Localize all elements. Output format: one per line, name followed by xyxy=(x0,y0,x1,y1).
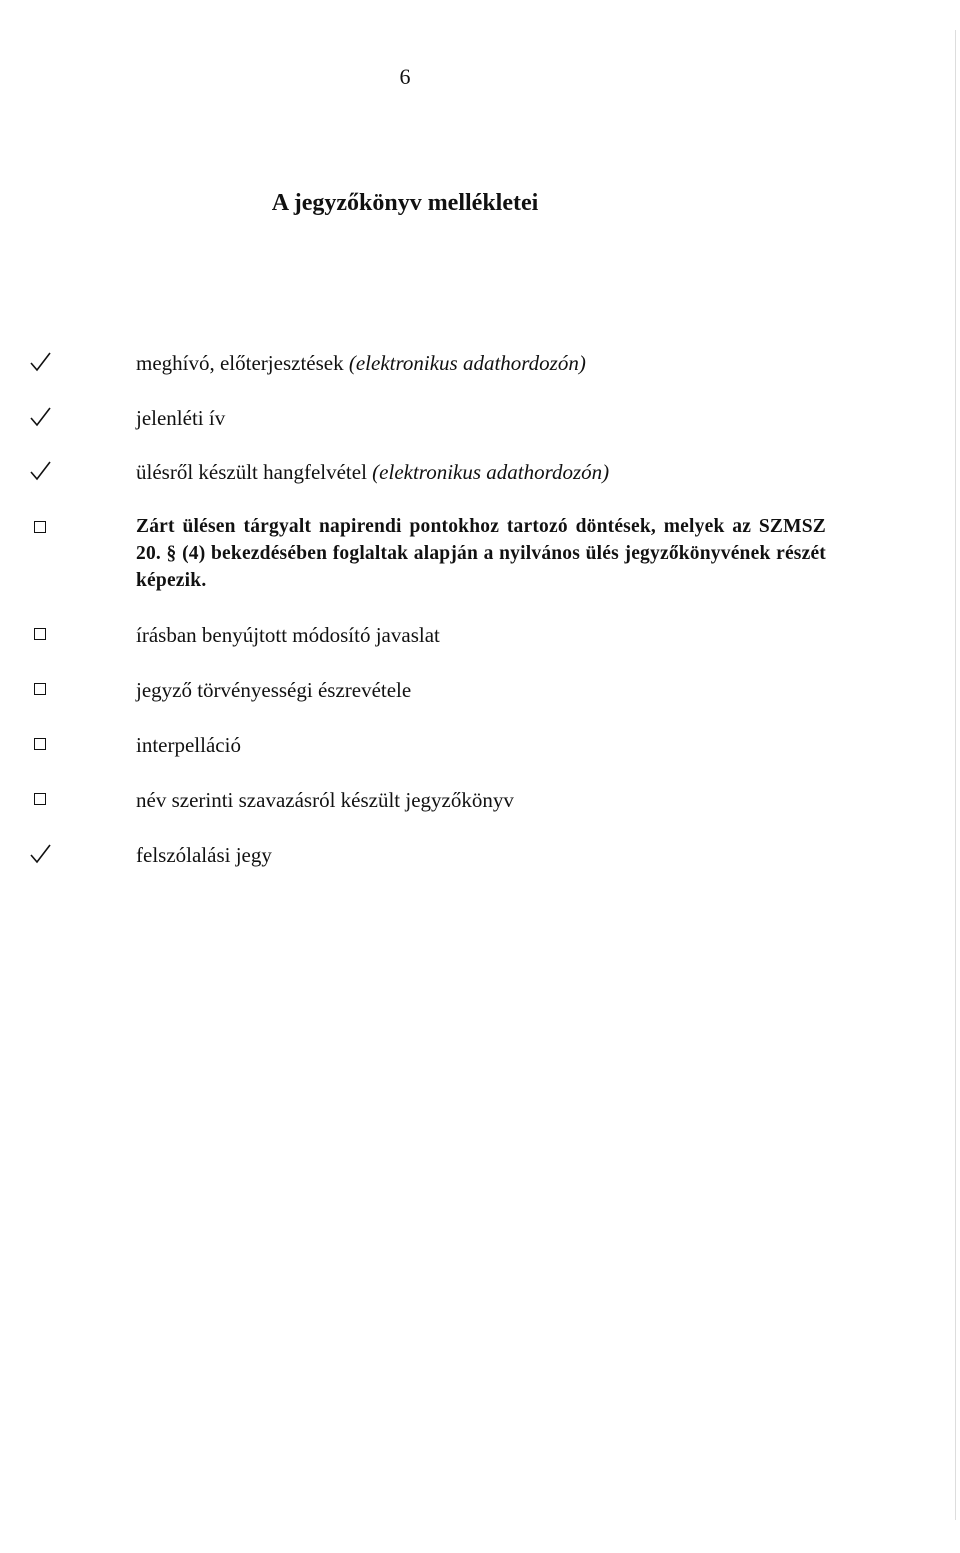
list-item-text: jegyző törvényességi észrevétele xyxy=(136,678,412,702)
page-number: 6 xyxy=(399,64,411,89)
list-item-text: írásban benyújtott módosító javaslat xyxy=(136,623,440,647)
empty-checkbox-icon xyxy=(34,793,46,805)
list-item-text: interpelláció xyxy=(136,733,241,757)
empty-checkbox-icon xyxy=(34,521,46,533)
checkmark-icon xyxy=(28,842,52,866)
checkmark-icon xyxy=(28,350,52,374)
scan-edge-line xyxy=(955,30,956,1520)
list-item-text: ülésről készült hangfelvétel (elektronikus adathordozón) xyxy=(136,460,610,484)
list-item-text: meghívó, előterjesztések (elektronikus adathordozón) xyxy=(136,351,586,375)
list-item-text: jelenléti ív xyxy=(136,406,226,430)
list-item-text: név szerinti szavazásról készült jegyzőkönyv xyxy=(136,788,514,812)
list-item-italic-note: (elektronikus adathordozón) xyxy=(372,460,610,484)
empty-checkbox-icon xyxy=(34,683,46,695)
list-item-text: felszólalási jegy xyxy=(136,843,272,867)
checkmark-icon xyxy=(28,459,52,483)
empty-checkbox-icon xyxy=(34,628,46,640)
empty-checkbox-icon xyxy=(34,738,46,750)
page-title: A jegyzőkönyv mellékletei xyxy=(271,190,539,216)
list-item-text: Zárt ülésen tárgyalt napirendi pontokhoz tartozó döntések, melyek az SZMSZ 20. § (4) bekezdésében foglaltak alapján a nyilvános ülés jegyzőkönyvének részét képezik. xyxy=(136,516,826,591)
list-item-italic-note: (elektronikus adathordozón) xyxy=(348,351,586,375)
checkmark-icon xyxy=(28,405,52,429)
